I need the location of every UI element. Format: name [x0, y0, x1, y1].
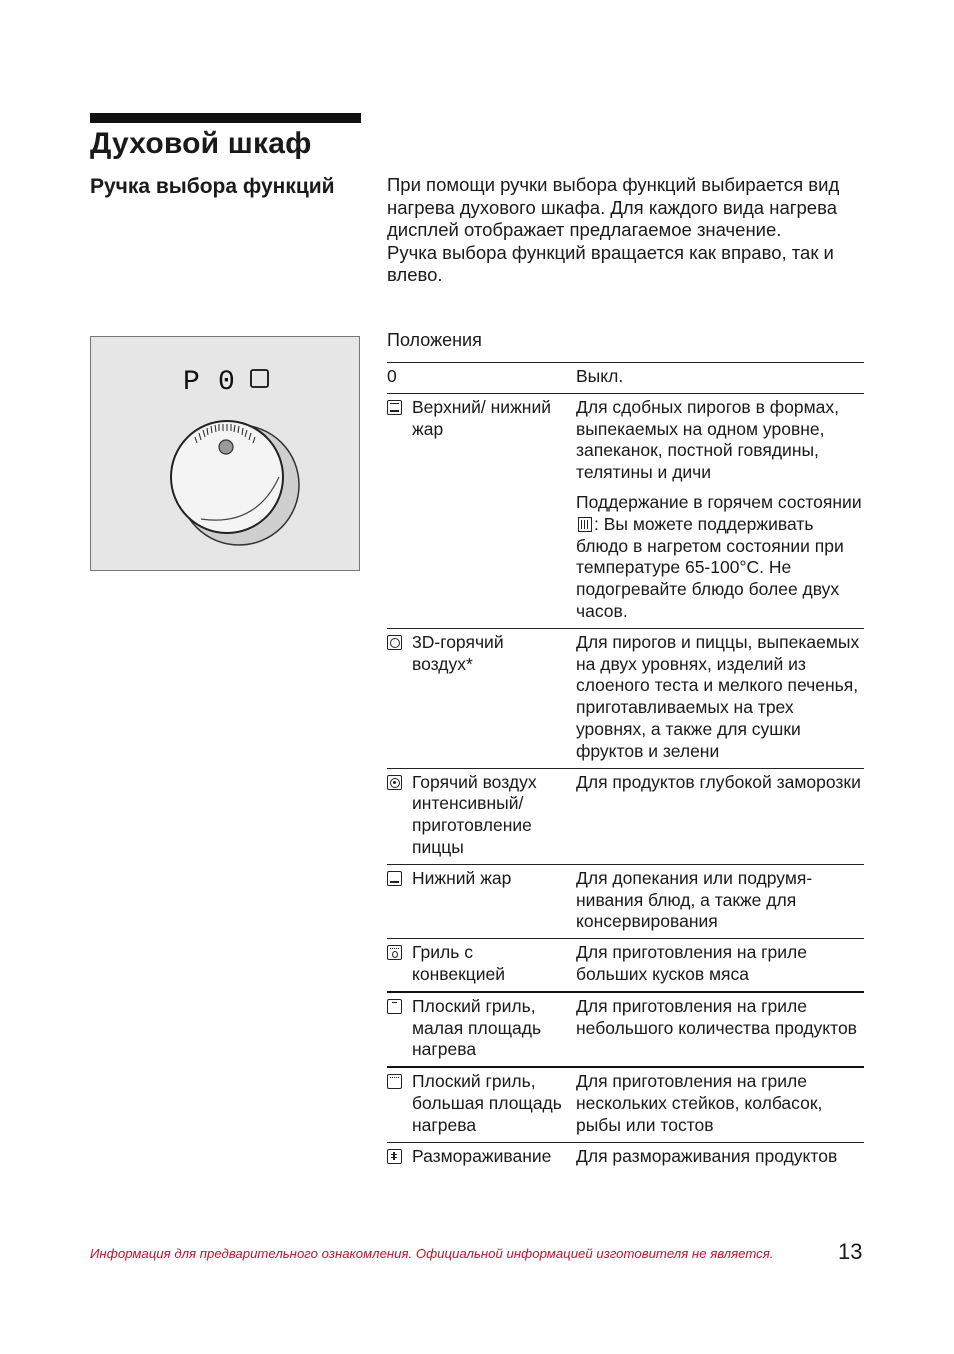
table-row: [387, 393, 864, 489]
page-title: Духовой шкаф: [90, 127, 312, 160]
position-desc: Для допекания или подрумянивания блюд, а также для консервирования: [576, 867, 813, 932]
positions-heading: Положения: [387, 330, 482, 350]
table-row: [387, 864, 864, 938]
intro-paragraph-1: При помощи ручки выбора функций выбирается вид нагрева духового шкафа. Для каждого вида нагрева дисплей отображает предлагаемое значение.: [387, 174, 840, 240]
position-name: Плоский гриль, малая площадь нагрева: [412, 995, 542, 1060]
position-desc: Для размораживания продуктов: [576, 1145, 838, 1166]
positions-table: [387, 362, 864, 1172]
flat-grill-small-icon: [387, 999, 402, 1014]
table-row: [387, 768, 864, 864]
hot-air-intensive-icon: [387, 775, 402, 790]
function-knob-figure: [90, 336, 360, 571]
table-row: [387, 363, 864, 394]
3d-hot-air-icon: [387, 635, 402, 650]
position-desc: Для пирогов и пиццы, выпекаемых на двух уровнях, изделий из слоеного теста и мелкого печенья, приготавливаемых на трех уровнях, а также для сушки фруктов и зелени: [576, 631, 860, 761]
display-square-icon: [251, 370, 268, 387]
position-name: Нижний жар: [412, 867, 512, 888]
table-row: [387, 489, 864, 628]
page-number: 13: [838, 1239, 863, 1264]
position-desc-cont: : Вы можете поддерживать блюдо в нагретом состоянии при температуре 65-100°C. Не подогревайте блюдо более двух часов.: [576, 513, 844, 621]
position-desc: Поддержание в горячем состоянии: [576, 491, 862, 512]
position-name: Гриль с конвекцией: [412, 942, 506, 984]
intro-paragraph-2: Ручка выбора функций вращается как вправо, так и влево.: [387, 241, 834, 285]
display-p: P: [183, 367, 200, 398]
flat-grill-large-icon: [387, 1074, 402, 1089]
table-row: [387, 1142, 864, 1172]
position-desc: Для приготовления на гриле небольшого количества продуктов: [576, 995, 857, 1038]
position-name: Размораживание: [412, 1145, 552, 1166]
disclaimer-note: Информация для предварительного ознакомления. Официальной информацией изготовителя не является.: [90, 1246, 774, 1261]
section-rule: [90, 113, 361, 123]
position-name: Горячий воздух интенсивный/ приготовление пиццы: [412, 771, 537, 857]
position-desc: Выкл.: [576, 366, 624, 386]
position-desc: Для приготовления на гриле больших кусков мяса: [576, 942, 807, 984]
knob-indicator: [219, 440, 233, 454]
position-desc: Для продуктов глубокой заморозки: [576, 771, 861, 792]
position-desc: Для сдобных пирогов в формах, выпекаемых на одном уровне, запеканок, постной говядины, телятины и дичи: [576, 396, 839, 483]
display-zero: 0: [218, 367, 235, 398]
knob-illustration: [91, 337, 361, 572]
table-row: [387, 992, 864, 1067]
defrost-icon: [387, 1149, 402, 1164]
keep-warm-icon: [578, 517, 592, 532]
table-row: [387, 939, 864, 992]
position-desc: Для приготовления на гриле нескольких стейков, колбасок, рыбы или тостов: [576, 1071, 823, 1135]
position-name: 3D-горячий воздух*: [412, 631, 504, 674]
table-row: [387, 628, 864, 768]
table-row: [387, 1067, 864, 1142]
intro-text: [387, 174, 867, 287]
position-name: Верхний/ нижний жар: [412, 396, 551, 439]
top-bottom-heat-icon: [387, 400, 402, 415]
section-subtitle: Ручка выбора функций: [90, 175, 335, 198]
function-knob[interactable]: [171, 421, 283, 533]
grill-convection-icon: [387, 945, 402, 960]
position-name: 0: [387, 366, 397, 386]
bottom-heat-icon: [387, 871, 402, 886]
position-name: Плоский гриль, большая площадь нагрева: [412, 1071, 562, 1135]
